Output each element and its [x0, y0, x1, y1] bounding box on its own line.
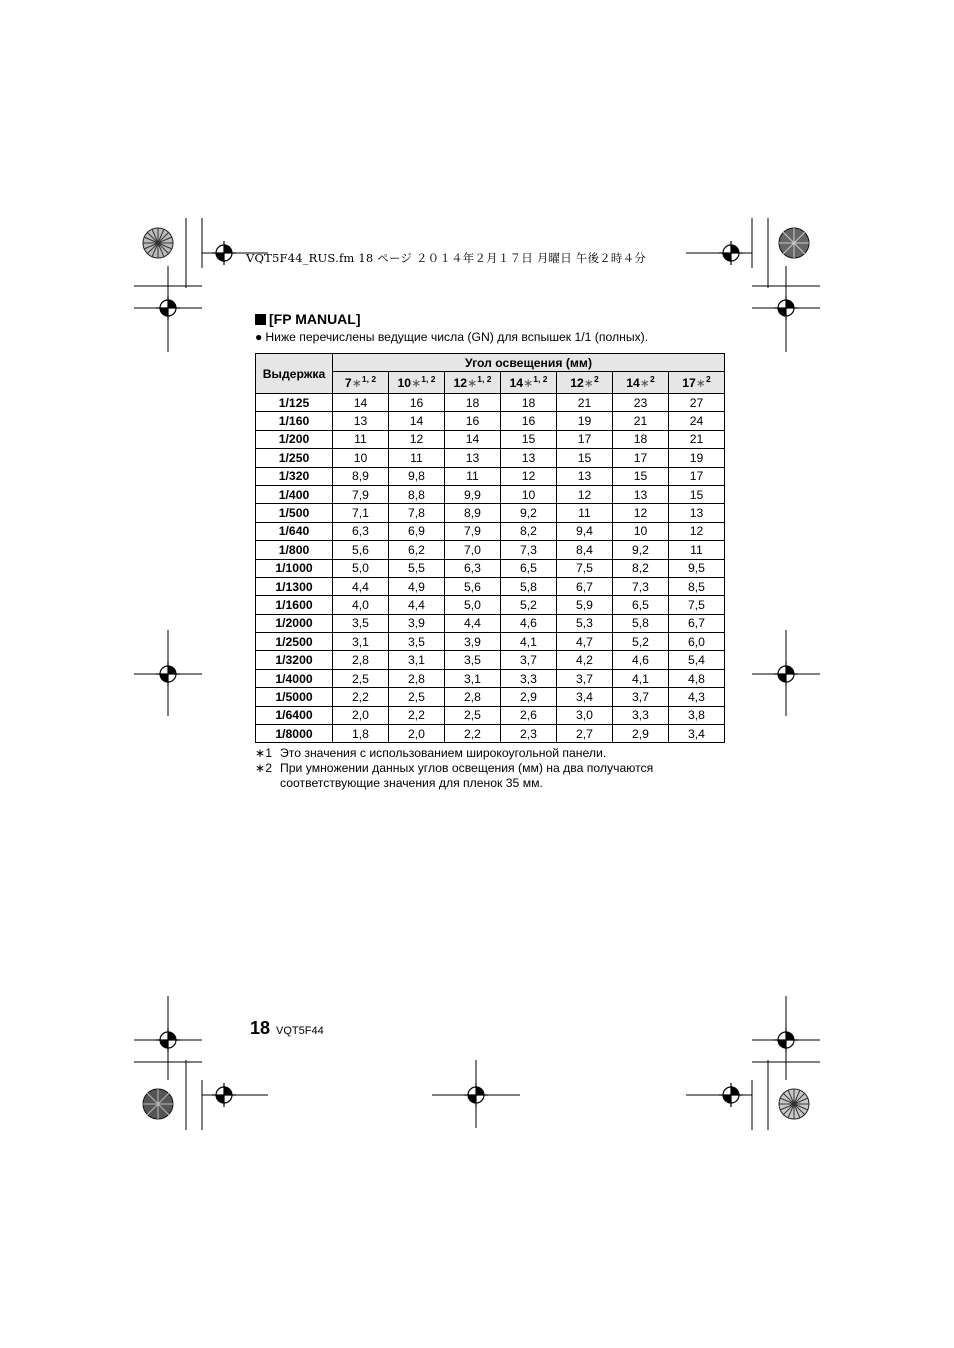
guide-number-cell: 4,6: [613, 651, 669, 669]
guide-number-cell: 23: [613, 394, 669, 412]
footnote-asterisk: ∗: [523, 375, 534, 390]
bullet-icon: ●: [255, 330, 263, 344]
guide-number-cell: 19: [669, 449, 725, 467]
guide-number-cell: 16: [501, 412, 557, 430]
guide-number-cell: 2,0: [389, 725, 445, 743]
guide-number-cell: 5,2: [613, 633, 669, 651]
guide-number-cell: 13: [333, 412, 389, 430]
footnote-ref: 2: [594, 373, 599, 384]
shutter-speed-cell: 1/6400: [256, 706, 333, 724]
shutter-speed-cell: 1/400: [256, 485, 333, 503]
guide-number-cell: 6,3: [333, 522, 389, 540]
guide-number-cell: 5,5: [389, 559, 445, 577]
guide-number-cell: 3,4: [557, 688, 613, 706]
guide-number-cell: 3,1: [389, 651, 445, 669]
guide-number-cell: 3,3: [613, 706, 669, 724]
column-header: [613, 372, 669, 394]
guide-number-cell: 15: [669, 485, 725, 503]
guide-number-cell: 21: [613, 412, 669, 430]
guide-number-cell: 11: [445, 467, 501, 485]
footnote-ref: 1, 2: [533, 373, 548, 384]
guide-number-cell: 21: [669, 430, 725, 448]
shutter-speed-cell: 1/8000: [256, 725, 333, 743]
guide-number-cell: 5,6: [333, 541, 389, 559]
column-header-value: 7: [344, 375, 352, 390]
guide-number-cell: 2,6: [501, 706, 557, 724]
guide-number-cell: 13: [445, 449, 501, 467]
table-row: [256, 651, 725, 669]
guide-number-cell: 24: [669, 412, 725, 430]
table-row: [256, 596, 725, 614]
guide-number-cell: 7,9: [333, 485, 389, 503]
table-row: [256, 559, 725, 577]
footnote-asterisk: ∗: [639, 375, 651, 390]
guide-number-cell: 9,8: [389, 467, 445, 485]
guide-number-cell: 3,5: [445, 651, 501, 669]
table-row: [256, 467, 725, 485]
shutter-speed-cell: 1/250: [256, 449, 333, 467]
guide-number-cell: 13: [501, 449, 557, 467]
footnote-ref: 1, 2: [361, 373, 377, 384]
shutter-speed-cell: 1/500: [256, 504, 333, 522]
guide-number-cell: 18: [613, 430, 669, 448]
table-row: [256, 669, 725, 687]
guide-number-cell: 12: [557, 485, 613, 503]
guide-number-cell: 7,1: [333, 504, 389, 522]
guide-number-cell: 3,7: [501, 651, 557, 669]
guide-number-cell: 12: [669, 522, 725, 540]
guide-number-cell: 2,8: [333, 651, 389, 669]
footnote-ref: 2: [650, 373, 655, 384]
table-row: [256, 449, 725, 467]
guide-number-cell: 15: [613, 467, 669, 485]
table-row: [256, 394, 725, 412]
guide-number-cell: 11: [389, 449, 445, 467]
guide-number-cell: 9,2: [613, 541, 669, 559]
column-header-value: 12: [570, 375, 584, 390]
model-code: VQT5F44: [276, 1025, 324, 1037]
guide-number-cell: 16: [389, 394, 445, 412]
table-row: [256, 577, 725, 595]
shutter-speed-header: Выдержка: [256, 354, 333, 394]
guide-number-cell: 10: [613, 522, 669, 540]
guide-number-cell: 18: [445, 394, 501, 412]
table-body: [256, 394, 725, 743]
column-header-value: 17: [682, 375, 696, 390]
table-row: [256, 541, 725, 559]
square-bullet-icon: [255, 314, 266, 325]
shutter-speed-cell: 1/1600: [256, 596, 333, 614]
page-footer: [250, 1018, 324, 1039]
guide-number-cell: 3,9: [389, 614, 445, 632]
file-info-header: VQT5F44_RUS.fm 18 ページ ２０１４年２月１７日 月曜日 午後２時４分: [246, 251, 646, 265]
guide-number-cell: 7,5: [557, 559, 613, 577]
column-header: [669, 372, 725, 394]
guide-number-cell: 6,7: [669, 614, 725, 632]
guide-number-cell: 3,5: [333, 614, 389, 632]
guide-number-cell: 2,5: [445, 706, 501, 724]
footnote-asterisk: ∗: [351, 375, 362, 390]
column-header: [445, 372, 501, 394]
guide-number-cell: 3,8: [669, 706, 725, 724]
guide-number-cell: 5,6: [445, 577, 501, 595]
guide-number-cell: 6,3: [445, 559, 501, 577]
guide-number-cell: 8,5: [669, 577, 725, 595]
illumination-angle-header: Угол освещения (мм): [333, 354, 725, 372]
guide-number-cell: 10: [333, 449, 389, 467]
guide-number-cell: 21: [557, 394, 613, 412]
guide-number-cell: 14: [389, 412, 445, 430]
shutter-speed-cell: 1/1300: [256, 577, 333, 595]
guide-number-cell: 17: [557, 430, 613, 448]
footnote-asterisk: ∗: [467, 375, 478, 390]
guide-number-cell: 5,9: [557, 596, 613, 614]
footnote-1: [255, 746, 700, 761]
guide-number-cell: 8,9: [445, 504, 501, 522]
guide-number-cell: 6,2: [389, 541, 445, 559]
intro-text-content: Ниже перечислены ведущие числа (GN) для вспышек 1/1 (полных).: [265, 330, 649, 344]
guide-number-cell: 11: [669, 541, 725, 559]
guide-number-cell: 19: [557, 412, 613, 430]
guide-number-cell: 5,8: [613, 614, 669, 632]
guide-number-cell: 5,0: [445, 596, 501, 614]
section-title-text: [FP MANUAL]: [269, 311, 361, 327]
guide-number-cell: 3,9: [445, 633, 501, 651]
shutter-speed-cell: 1/2500: [256, 633, 333, 651]
guide-number-cell: 2,2: [389, 706, 445, 724]
guide-number-cell: 11: [333, 430, 389, 448]
column-header-value: 14: [626, 375, 640, 390]
guide-number-cell: 2,8: [445, 688, 501, 706]
guide-number-cell: 1,8: [333, 725, 389, 743]
column-header: [389, 372, 445, 394]
guide-number-cell: 14: [333, 394, 389, 412]
guide-number-cell: 3,7: [613, 688, 669, 706]
shutter-speed-cell: 1/640: [256, 522, 333, 540]
guide-number-cell: 2,8: [389, 669, 445, 687]
table-row: [256, 504, 725, 522]
guide-number-cell: 8,4: [557, 541, 613, 559]
guide-number-cell: 8,2: [501, 522, 557, 540]
column-header: [557, 372, 613, 394]
footnote-asterisk: ∗: [411, 375, 422, 390]
guide-number-cell: 3,5: [389, 633, 445, 651]
column-header-value: 12: [453, 375, 468, 390]
shutter-speed-cell: 1/800: [256, 541, 333, 559]
footnote-ref: 2: [706, 373, 711, 384]
guide-number-cell: 5,2: [501, 596, 557, 614]
table-row: [256, 633, 725, 651]
guide-number-cell: 9,2: [501, 504, 557, 522]
guide-number-cell: 4,8: [669, 669, 725, 687]
guide-number-cell: 2,5: [389, 688, 445, 706]
guide-number-cell: 17: [613, 449, 669, 467]
footnote-2: [255, 761, 700, 791]
guide-number-cell: 3,0: [557, 706, 613, 724]
guide-number-cell: 2,5: [333, 669, 389, 687]
intro-text: [255, 330, 648, 344]
guide-number-cell: 7,5: [669, 596, 725, 614]
guide-number-cell: 2,3: [501, 725, 557, 743]
table-row: [256, 485, 725, 503]
guide-number-cell: 4,3: [669, 688, 725, 706]
column-header-value: 14: [509, 375, 524, 390]
guide-number-cell: 7,9: [445, 522, 501, 540]
guide-number-cell: 4,7: [557, 633, 613, 651]
guide-number-cell: 3,1: [333, 633, 389, 651]
table-row: [256, 706, 725, 724]
section-title: [255, 311, 361, 327]
shutter-speed-cell: 1/1000: [256, 559, 333, 577]
guide-number-cell: 13: [557, 467, 613, 485]
guide-number-cell: 2,2: [445, 725, 501, 743]
guide-number-cell: 2,0: [333, 706, 389, 724]
footnote-ref: 1, 2: [477, 373, 492, 384]
table-row: [256, 688, 725, 706]
guide-number-cell: 9,4: [557, 522, 613, 540]
guide-number-cell: 7,3: [613, 577, 669, 595]
column-header-value: 10: [397, 375, 412, 390]
guide-number-cell: 8,9: [333, 467, 389, 485]
footnotes: [255, 746, 700, 791]
guide-number-cell: 4,2: [557, 651, 613, 669]
guide-number-cell: 5,4: [669, 651, 725, 669]
guide-number-cell: 4,6: [501, 614, 557, 632]
table-row: [256, 725, 725, 743]
guide-number-cell: 4,4: [389, 596, 445, 614]
guide-number-cell: 4,1: [613, 669, 669, 687]
guide-number-cell: 4,4: [445, 614, 501, 632]
shutter-speed-cell: 1/160: [256, 412, 333, 430]
table-row: [256, 430, 725, 448]
shutter-speed-cell: 1/200: [256, 430, 333, 448]
footnote-mark: ∗1: [255, 746, 272, 760]
guide-number-cell: 4,0: [333, 596, 389, 614]
guide-number-cell: 8,2: [613, 559, 669, 577]
table-row: [256, 412, 725, 430]
guide-number-cell: 5,0: [333, 559, 389, 577]
guide-number-cell: 10: [501, 485, 557, 503]
column-header: [501, 372, 557, 394]
table-row: [256, 614, 725, 632]
guide-number-cell: 2,9: [501, 688, 557, 706]
guide-number-cell: 7,0: [445, 541, 501, 559]
table-row: [256, 522, 725, 540]
shutter-speed-cell: 1/2000: [256, 614, 333, 632]
guide-number-cell: 7,3: [501, 541, 557, 559]
guide-number-cell: 17: [669, 467, 725, 485]
guide-number-cell: 3,7: [557, 669, 613, 687]
guide-number-cell: 7,8: [389, 504, 445, 522]
shutter-speed-cell: 1/4000: [256, 669, 333, 687]
guide-number-cell: 13: [669, 504, 725, 522]
guide-number-cell: 5,3: [557, 614, 613, 632]
guide-number-cell: 27: [669, 394, 725, 412]
guide-number-cell: 12: [501, 467, 557, 485]
footnote-asterisk: ∗: [695, 375, 707, 390]
guide-number-cell: 4,1: [501, 633, 557, 651]
footnote-asterisk: ∗: [583, 375, 595, 390]
guide-number-cell: 15: [501, 430, 557, 448]
guide-number-cell: 11: [557, 504, 613, 522]
shutter-speed-cell: 1/5000: [256, 688, 333, 706]
guide-number-cell: 5,8: [501, 577, 557, 595]
guide-number-cell: 2,7: [557, 725, 613, 743]
guide-number-cell: 12: [389, 430, 445, 448]
shutter-speed-cell: 1/125: [256, 394, 333, 412]
guide-number-cell: 18: [501, 394, 557, 412]
guide-number-cell: 6,5: [613, 596, 669, 614]
guide-number-cell: 16: [445, 412, 501, 430]
guide-number-cell: 6,7: [557, 577, 613, 595]
guide-number-cell: 9,9: [445, 485, 501, 503]
page-number: 18: [250, 1018, 271, 1038]
guide-number-cell: 6,0: [669, 633, 725, 651]
shutter-speed-cell: 1/3200: [256, 651, 333, 669]
guide-number-cell: 2,9: [613, 725, 669, 743]
shutter-speed-cell: 1/320: [256, 467, 333, 485]
guide-number-cell: 3,4: [669, 725, 725, 743]
footnote-text: Это значения с использованием широкоугольной панели.: [280, 746, 607, 760]
guide-number-cell: 3,3: [501, 669, 557, 687]
guide-number-cell: 8,8: [389, 485, 445, 503]
footnote-ref: 1, 2: [421, 373, 436, 384]
guide-number-cell: 6,9: [389, 522, 445, 540]
guide-number-cell: 4,4: [333, 577, 389, 595]
guide-number-cell: 13: [613, 485, 669, 503]
guide-number-cell: 3,1: [445, 669, 501, 687]
guide-number-cell: 6,5: [501, 559, 557, 577]
guide-number-cell: 4,9: [389, 577, 445, 595]
guide-number-cell: 2,2: [333, 688, 389, 706]
column-header: [333, 372, 389, 394]
footnote-text: При умножении данных углов освещения (мм) на два получаются соответствующие значения для пленок 35 мм.: [280, 761, 654, 790]
guide-number-cell: 14: [445, 430, 501, 448]
guide-number-cell: 12: [613, 504, 669, 522]
guide-number-cell: 15: [557, 449, 613, 467]
guide-number-cell: 9,5: [669, 559, 725, 577]
footnote-mark: ∗2: [255, 761, 272, 775]
guide-number-table: [255, 353, 725, 743]
